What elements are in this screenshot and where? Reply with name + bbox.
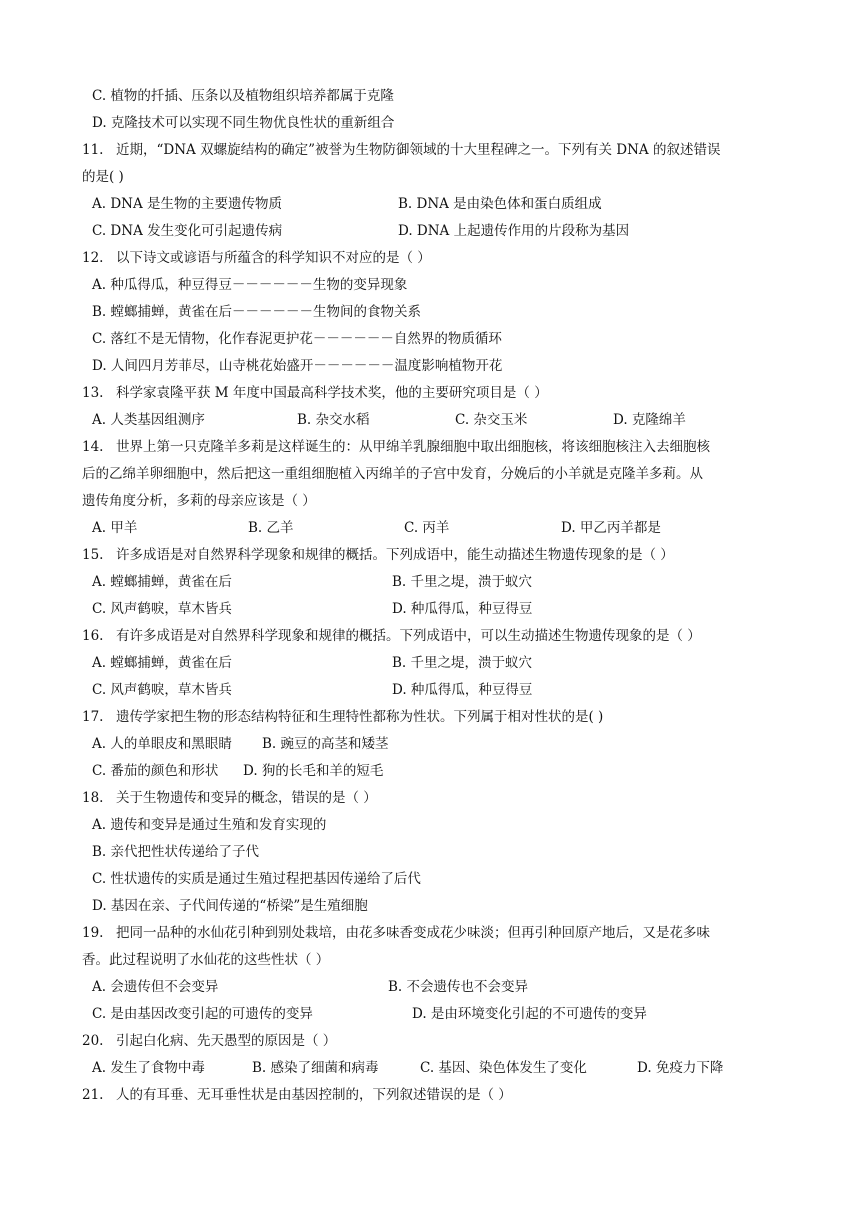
option-c: C. 性状遗传的实质是通过生殖过程把基因传递给了后代 [92,871,421,887]
option-b: B. 不会遗传也不会变异 [388,979,529,995]
option-c: C. 风声鹤唳，草木皆兵 [92,601,232,617]
question-text-continued: 的是( ) [82,169,124,185]
option-a: A. 种瓜得瓜，种豆得豆－－－－－－生物的变异现象 [92,277,408,293]
question-text: 人的有耳垂、无耳垂性状是由基因控制的，下列叙述错误的是（ ） [116,1087,512,1103]
option-c: C. 落红不是无情物，化作春泥更护花－－－－－－自然界的物质循环 [92,331,502,347]
question-number: 12. [82,250,104,266]
option-b: B. 豌豆的高茎和矮茎 [262,736,389,752]
question-12 [82,248,431,268]
question-19 [82,923,710,943]
option-b: B. 杂交水稻 [297,412,370,428]
option-b: B. 亲代把性状传递给了子代 [92,844,260,860]
question-text-continued: 后的乙绵羊卵细胞中，然后把这一重组细胞植入丙绵羊的子宫中发育，分娩后的小羊就是克隆羊多莉。从 [82,466,703,482]
option-a: A. 遗传和变异是通过生殖和发育实现的 [92,817,327,833]
option-d: D. 克隆技术可以实现不同生物优良性状的重新组合 [92,115,395,131]
question-number: 13. [82,385,104,401]
option-c: C. DNA 发生变化可引起遗传病 [92,223,283,239]
option-c: C. 番茄的颜色和形状 [92,763,219,779]
option-c: C. 风声鹤唳，草木皆兵 [92,682,232,698]
question-number: 19. [82,925,104,941]
question-number: 15. [82,547,104,563]
option-b: B. 千里之堤，溃于蚁穴 [392,574,533,590]
option-d: D. 是由环境变化引起的不可遗传的变异 [412,1006,647,1022]
option-c: C. 是由基因改变引起的可遗传的变异 [92,1006,313,1022]
option-d: D. 种瓜得瓜，种豆得豆 [392,601,533,617]
option-d: D. 基因在亲、子代间传递的“桥梁”是生殖细胞 [92,898,368,914]
question-text: 世界上第一只克隆羊多莉是这样诞生的：从甲绵羊乳腺细胞中取出细胞核，将该细胞核注入去细胞核 [116,439,710,455]
question-18 [82,788,377,808]
option-a: A. 甲羊 [92,520,138,536]
option-a: A. 会遗传但不会变异 [92,979,219,995]
option-a: A. DNA 是生物的主要遗传物质 [92,196,283,212]
question-number: 20. [82,1033,104,1049]
question-number: 17. [82,709,104,725]
question-text: 科学家袁隆平获 M 年度中国最高科学技术奖，他的主要研究项目是（ ） [116,385,548,401]
question-number: 21. [82,1087,104,1103]
option-a: A. 螳螂捕蝉，黄雀在后 [92,574,232,590]
question-20 [82,1031,336,1051]
option-b: B. DNA 是由染色体和蛋白质组成 [398,196,602,212]
question-15 [82,545,674,565]
option-d: D. 克隆绵羊 [613,412,686,428]
option-d: D. DNA 上起遗传作用的片段称为基因 [398,223,630,239]
option-d: D. 人间四月芳菲尽，山寺桃花始盛开－－－－－－温度影响植物开花 [92,358,503,374]
option-c: C. 丙羊 [404,520,450,536]
option-a: A. 发生了食物中毒 [92,1060,205,1076]
question-21 [82,1085,512,1105]
question-number: 14. [82,439,104,455]
option-b: B. 乙羊 [248,520,294,536]
option-c: C. 基因、染色体发生了变化 [420,1060,587,1076]
question-text: 以下诗文或谚语与所蕴含的科学知识不对应的是（ ） [116,250,431,266]
question-text: 引起白化病、先天愚型的原因是（ ） [116,1033,337,1049]
question-13 [82,383,548,403]
option-a: A. 螳螂捕蝉，黄雀在后 [92,655,232,671]
question-text: 关于生物遗传和变异的概念，错误的是（ ） [116,790,377,806]
question-number: 16. [82,628,104,644]
option-b: B. 螳螂捕蝉，黄雀在后－－－－－－生物间的食物关系 [92,304,422,320]
question-17 [82,707,603,727]
option-d: D. 种瓜得瓜，种豆得豆 [392,682,533,698]
option-c: C. 杂交玉米 [455,412,528,428]
option-a: A. 人的单眼皮和黑眼睛 [92,736,232,752]
question-text-continued: 遗传角度分析，多莉的母亲应该是（ ） [82,493,316,509]
option-d: D. 甲乙丙羊都是 [561,520,661,536]
question-16 [82,626,701,646]
option-c: C. 植物的扦插、压条以及植物组织培养都属于克隆 [92,88,394,104]
question-number: 11. [82,142,104,158]
question-number: 18. [82,790,104,806]
question-14 [82,437,710,457]
question-text: 有许多成语是对自然界科学现象和规律的概括。下列成语中，可以生动描述生物遗传现象的是（ ） [116,628,701,644]
option-a: A. 人类基因组测序 [92,412,205,428]
question-text: 遗传学家把生物的形态结构特征和生理特性都称为性状。下列属于相对性状的是( ) [116,709,604,725]
question-text: 许多成语是对自然界科学现象和规律的概括。下列成语中，能生动描述生物遗传现象的是（ ） [116,547,674,563]
question-text: 把同一品种的水仙花引种到别处栽培，由花多味香变成花少味淡；但再引种回原产地后，又是花多味 [116,925,710,941]
question-text-continued: 香。此过程说明了水仙花的这些性状（ ） [82,952,330,968]
question-text: 近期，“DNA 双螺旋结构的确定”被誉为生物防御领域的十大里程碑之一。下列有关 DNA 的叙述错误 [116,142,721,158]
option-b: B. 感染了细菌和病毒 [252,1060,379,1076]
option-b: B. 千里之堤，溃于蚁穴 [392,655,533,671]
question-11 [82,140,720,160]
option-d: D. 免疫力下降 [637,1060,724,1076]
option-d: D. 狗的长毛和羊的短毛 [243,763,384,779]
